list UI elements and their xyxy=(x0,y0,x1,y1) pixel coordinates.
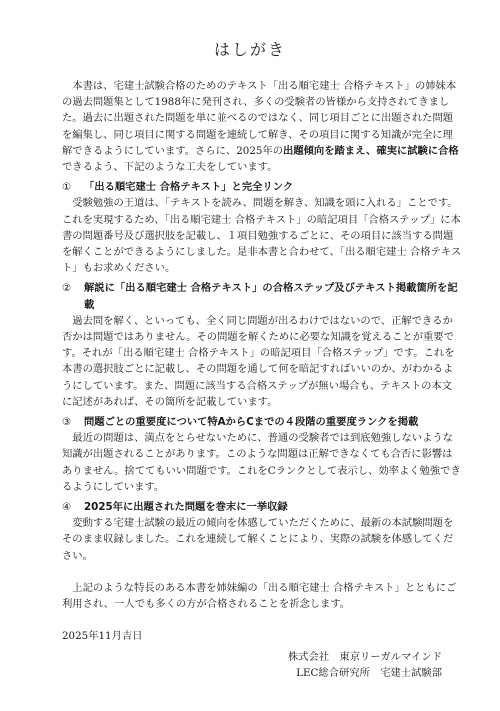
date-text: 2025年11月吉日 xyxy=(62,630,143,643)
intro-text-2: できるよう、下記のような工夫をしています。 xyxy=(62,161,278,174)
intro-text-1: 本書は、宅建士試験合格のためのテキスト「出る順宅建士 合格テキスト」の姉妹本の過去問題集として1988年に発刊され、多くの受験者の皆様から支持されてきました。過去に出題された問題を単に並べるのではなく、同じ項目ごとに出題された問題を編集し、同じ項目に関する問題を連続して解き、その項目に関する知識が完全に理解できるようにしています。さらに、2025年の xyxy=(62,80,457,157)
section-1-number: ① xyxy=(62,181,72,194)
section-3-number: ③ xyxy=(62,416,72,429)
section-4-body: 変動する宅建士試験の最近の傾向を体感していただくために、最新の本試験問題をそのまま収録しました。これを連続して解くことにより、実際の試験を体感してください。 xyxy=(62,517,454,562)
page-title: はしがき xyxy=(213,40,286,59)
section-1-body: 受験勉強の王道は、「テキストを読み、問題を解き、知識を頭に入れる」ことです。これを実現するため、「出る順宅建士 合格テキスト」の暗記項目「合格ステップ」に本書の問題番号及び選択肢を記載し、１項目勉強するごとに、その項目に該当する問題を解くことができるようにしました。是非本書と合わせて、「出る順宅建士 合格テキスト」もお求めください。 xyxy=(62,197,462,275)
section-4-heading xyxy=(62,499,462,515)
section-4-number: ④ xyxy=(62,501,72,514)
section-3-title: 問題ごとの重要度について特AからCまでの４段階の重要度ランクを掲載 xyxy=(84,416,419,429)
signature-company: 株式会社 東京リーガルマインド xyxy=(287,650,442,663)
intro-paragraph xyxy=(62,78,462,175)
section-4-title: 2025年に出題された問題を巻末に一挙収録 xyxy=(84,501,288,514)
section-1-title: 「出る順宅建士 合格テキスト」と完全リンク xyxy=(84,181,294,194)
section-2-body: 過去問を解く、といっても、全く同じ問題が出るわけではないので、正解できるか否かは問題ではありません。その問題を解くために必要な知識を覚えることが重要です。それが「出る順宅建士 合格テキスト」の暗記項目「合格ステップ」です。これを本書の選択肢ごとに記載し、その問題を通して何を暗記すればいいのか、がわかるようにしています。また、問題に該当する合格ステップが無い場合も、テキストの本文に記述があれば、その箇所を記載しています。 xyxy=(62,314,455,408)
section-2-number: ② xyxy=(62,282,72,295)
signature-department: LEC総合研究所 宅建士試験部 xyxy=(296,666,442,679)
section-1-heading xyxy=(62,179,462,195)
section-2-heading xyxy=(62,280,462,312)
section-3-heading xyxy=(62,414,462,430)
intro-bold-text: 出題傾向を踏まえ、確実に試験に合格 xyxy=(283,144,459,157)
section-2-title: 解説に「出る順宅建士 合格テキスト」の合格ステップ及びテキスト掲載箇所を記載 xyxy=(84,282,458,311)
section-3-body: 最近の問題は、満点をとらせないために、普通の受験者では到底勉強しないような知識が出題されることがあります。このような問題は正解できなくても合否に影響はありません。捨ててもいい問題です。これをCランクとして表示し、効率よく勉強できるようにしています。 xyxy=(62,432,461,493)
preface-body xyxy=(62,78,462,681)
closing-paragraph: 上記のような特長のある本書を姉妹編の「出る順宅建士 合格テキスト」とともにご利用され、一人でも多くの方が合格されることを祈念します。 xyxy=(62,581,457,611)
